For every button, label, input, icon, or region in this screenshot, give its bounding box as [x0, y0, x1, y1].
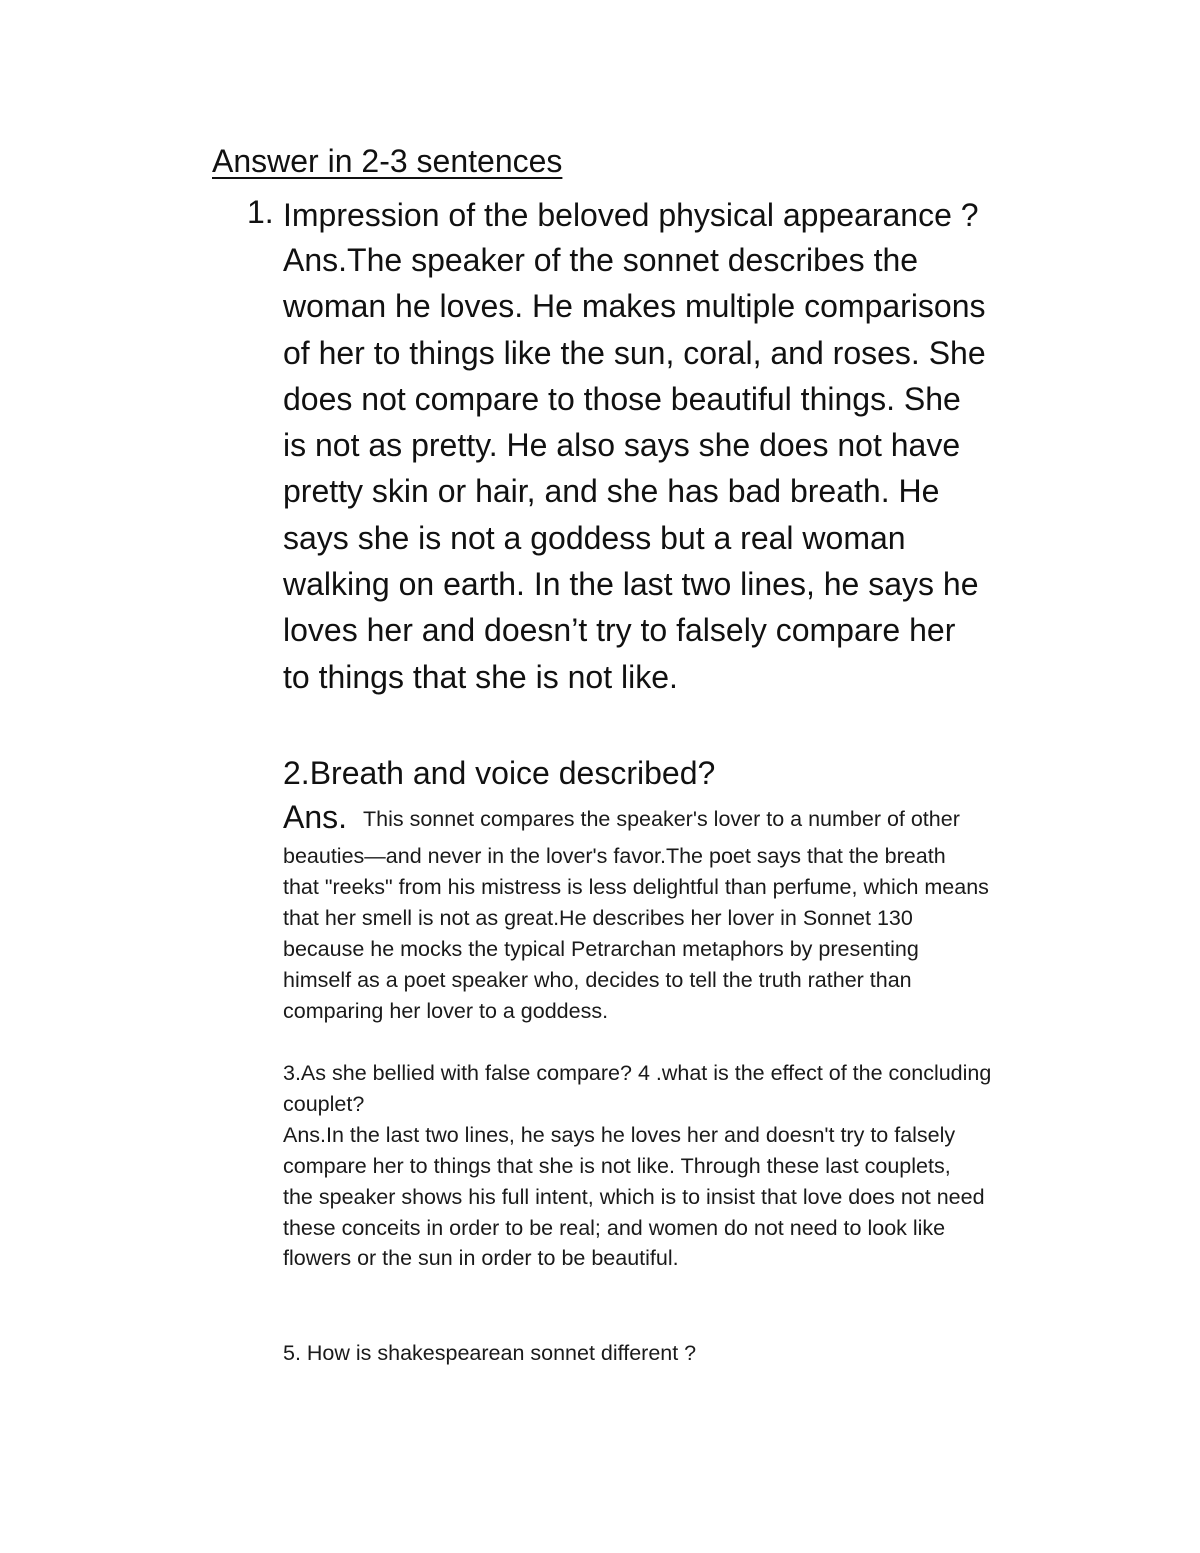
q1-number: 1. — [247, 194, 274, 230]
q1-answer-line: says she is not a goddess but a real woman — [283, 519, 906, 556]
q3-line: couplet? — [283, 1091, 365, 1116]
q1-answer-line: is not as pretty. He also says she does not have — [283, 427, 961, 464]
q1-answer-line: Ans.The speaker of the sonnet describes the — [283, 242, 919, 278]
q2-answer-line: comparing her lover to a goddess. — [283, 998, 609, 1023]
q2-answer-first-line: This sonnet compares the speaker's lover to a number of other — [363, 807, 960, 831]
q1-answer — [283, 237, 986, 700]
q3-line: 3.As she bellied with false compare? 4 .what is the effect of the concluding — [283, 1061, 992, 1085]
q2-answer-line: because he mocks the typical Petrarchan metaphors by presenting — [283, 936, 919, 961]
page-heading: Answer in 2-3 sentences — [212, 143, 563, 179]
q3-line: the speaker shows his full intent, which is to insist that love does not need — [283, 1184, 985, 1209]
q1-answer-line: woman he loves. He makes multiple comparisons — [283, 288, 986, 325]
q2-ans-label: Ans. — [283, 799, 348, 835]
q2-answer-line: that "reeks" from his mistress is less delightful than perfume, which means — [283, 874, 989, 899]
q2-question: 2.Breath and voice described? — [283, 755, 716, 791]
q2-answer-line: beauties—and never in the lover's favor.The poet says that the breath — [283, 844, 946, 868]
q1-answer-line: does not compare to those beautiful things. She — [283, 380, 961, 417]
q3-section — [283, 1058, 991, 1274]
q2-answer — [283, 841, 989, 1026]
q1-answer-line: walking on earth. In the last two lines, he says he — [283, 566, 979, 603]
q5-question: 5. How is shakespearean sonnet different ? — [283, 1341, 697, 1365]
q2-answer-line: himself as a poet speaker who, decides to tell the truth rather than — [283, 967, 912, 992]
q3-line: flowers or the sun in order to be beautiful. — [283, 1246, 679, 1271]
q2-answer-line: that her smell is not as great.He describes her lover in Sonnet 130 — [283, 905, 913, 930]
q1-question: Impression of the beloved physical appearance ? — [283, 197, 979, 233]
q3-line: compare her to things that she is not like. Through these last couplets, — [283, 1153, 951, 1178]
q3-line: these conceits in order to be real; and women do not need to look like — [283, 1215, 946, 1240]
q1-answer-line: pretty skin or hair, and she has bad breath. He — [283, 473, 940, 510]
q1-answer-line: loves her and doesn’t try to falsely compare her — [283, 612, 956, 649]
q3-line: Ans.In the last two lines, he says he loves her and doesn't try to falsely — [283, 1122, 956, 1147]
q1-answer-line: to things that she is not like. — [283, 658, 678, 695]
q1-answer-line: of her to things like the sun, coral, and roses. She — [283, 334, 986, 371]
